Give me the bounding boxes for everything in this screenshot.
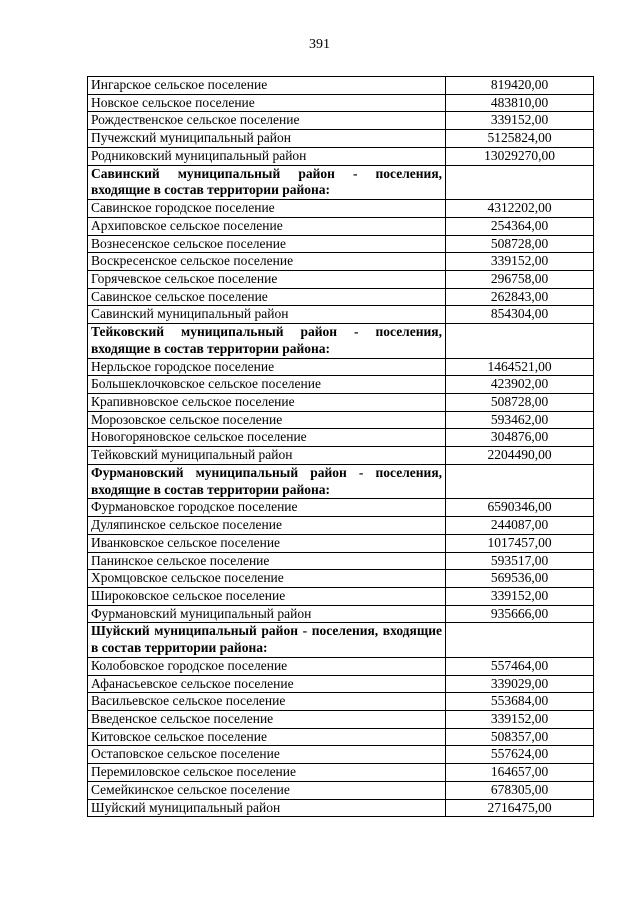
table-row — [88, 376, 594, 394]
settlement-name: Фурмановское городское поселение — [88, 499, 446, 517]
amount-cell: 339152,00 — [446, 112, 594, 130]
settlement-name: Остаповское сельское поселение — [88, 746, 446, 764]
table-row — [88, 112, 594, 130]
group-header-row — [88, 464, 594, 499]
table-row — [88, 253, 594, 271]
amount-cell: 678305,00 — [446, 781, 594, 799]
settlement-name: Васильевское сельское поселение — [88, 693, 446, 711]
amount-cell: 593517,00 — [446, 552, 594, 570]
settlement-name: Большеклочковское сельское поселение — [88, 376, 446, 394]
amount-cell — [446, 165, 594, 200]
budget-allocation-table — [87, 76, 594, 817]
settlement-name: Крапивновское сельское поселение — [88, 394, 446, 412]
settlement-name: Морозовское сельское поселение — [88, 411, 446, 429]
amount-cell: 339152,00 — [446, 587, 594, 605]
table-row — [88, 764, 594, 782]
settlement-name: Архиповское сельское поселение — [88, 217, 446, 235]
table-row — [88, 288, 594, 306]
settlement-name: Новогоряновское сельское поселение — [88, 429, 446, 447]
settlement-name: Вознесенское сельское поселение — [88, 235, 446, 253]
table-row — [88, 517, 594, 535]
table-row — [88, 306, 594, 324]
amount-cell: 819420,00 — [446, 77, 594, 95]
amount-cell: 4312202,00 — [446, 200, 594, 218]
amount-cell: 164657,00 — [446, 764, 594, 782]
amount-cell — [446, 324, 594, 359]
group-header-row — [88, 324, 594, 359]
settlement-name: Пучежский муниципальный район — [88, 130, 446, 148]
settlement-name: Савинское городское поселение — [88, 200, 446, 218]
table-row — [88, 217, 594, 235]
settlement-name: Перемиловское сельское поселение — [88, 764, 446, 782]
amount-cell: 1017457,00 — [446, 534, 594, 552]
amount-cell: 262843,00 — [446, 288, 594, 306]
settlement-name: Афанасьевское сельское поселение — [88, 675, 446, 693]
settlement-name: Панинское сельское поселение — [88, 552, 446, 570]
table-row — [88, 147, 594, 165]
amount-cell: 854304,00 — [446, 306, 594, 324]
settlement-name: Горячевское сельское поселение — [88, 270, 446, 288]
table-row — [88, 499, 594, 517]
settlement-name: Родниковский муниципальный район — [88, 147, 446, 165]
table-row — [88, 587, 594, 605]
table-row — [88, 693, 594, 711]
amount-cell: 5125824,00 — [446, 130, 594, 148]
settlement-name: Шуйский муниципальный район — [88, 799, 446, 817]
settlement-name: Фурмановский муниципальный район — [88, 605, 446, 623]
settlement-name: Широковское сельское поселение — [88, 587, 446, 605]
amount-cell: 296758,00 — [446, 270, 594, 288]
amount-cell: 553684,00 — [446, 693, 594, 711]
table-row — [88, 605, 594, 623]
settlement-name: Нерльское городское поселение — [88, 358, 446, 376]
amount-cell: 557624,00 — [446, 746, 594, 764]
table-row — [88, 358, 594, 376]
amount-cell: 935666,00 — [446, 605, 594, 623]
group-title: Фурмановский муниципальный район - поселения, входящие в состав территории района: — [88, 464, 446, 499]
table-row — [88, 394, 594, 412]
table-row — [88, 270, 594, 288]
table-row — [88, 728, 594, 746]
table-row — [88, 411, 594, 429]
settlement-name: Введенское сельское поселение — [88, 711, 446, 729]
page-number: 391 — [309, 37, 330, 52]
group-header-row — [88, 623, 594, 658]
amount-cell: 593462,00 — [446, 411, 594, 429]
amount-cell: 508728,00 — [446, 394, 594, 412]
amount-cell: 304876,00 — [446, 429, 594, 447]
table-body — [88, 77, 594, 817]
amount-cell: 339152,00 — [446, 711, 594, 729]
table-row — [88, 570, 594, 588]
amount-cell: 557464,00 — [446, 657, 594, 675]
amount-cell: 254364,00 — [446, 217, 594, 235]
group-title: Тейковский муниципальный район - поселения, входящие в состав территории района: — [88, 324, 446, 359]
table-row — [88, 77, 594, 95]
amount-cell: 2716475,00 — [446, 799, 594, 817]
amount-cell: 1464521,00 — [446, 358, 594, 376]
settlement-name: Воскресенское сельское поселение — [88, 253, 446, 271]
table-row — [88, 130, 594, 148]
table-row — [88, 429, 594, 447]
settlement-name: Ингарское сельское поселение — [88, 77, 446, 95]
amount-cell: 423902,00 — [446, 376, 594, 394]
group-header-row — [88, 165, 594, 200]
amount-cell: 508357,00 — [446, 728, 594, 746]
settlement-name: Китовское сельское поселение — [88, 728, 446, 746]
amount-cell: 339152,00 — [446, 253, 594, 271]
amount-cell — [446, 623, 594, 658]
settlement-name: Иванковское сельское поселение — [88, 534, 446, 552]
table-row — [88, 657, 594, 675]
table-row — [88, 200, 594, 218]
table-row — [88, 781, 594, 799]
amount-cell: 569536,00 — [446, 570, 594, 588]
amount-cell: 508728,00 — [446, 235, 594, 253]
amount-cell — [446, 464, 594, 499]
table-row — [88, 534, 594, 552]
settlement-name: Тейковский муниципальный район — [88, 447, 446, 465]
settlement-name: Хромцовское сельское поселение — [88, 570, 446, 588]
settlement-name: Савинское сельское поселение — [88, 288, 446, 306]
group-title: Шуйский муниципальный район - поселения, входящие в состав территории района: — [88, 623, 446, 658]
settlement-name: Дуляпинское сельское поселение — [88, 517, 446, 535]
amount-cell: 13029270,00 — [446, 147, 594, 165]
amount-cell: 6590346,00 — [446, 499, 594, 517]
settlement-name: Колобовское городское поселение — [88, 657, 446, 675]
table-row — [88, 799, 594, 817]
amount-cell: 339029,00 — [446, 675, 594, 693]
table-row — [88, 447, 594, 465]
amount-cell: 2204490,00 — [446, 447, 594, 465]
settlement-name: Савинский муниципальный район — [88, 306, 446, 324]
amount-cell: 483810,00 — [446, 94, 594, 112]
table-row — [88, 711, 594, 729]
table-row — [88, 746, 594, 764]
settlement-name: Новское сельское поселение — [88, 94, 446, 112]
group-title: Савинский муниципальный район - поселения, входящие в состав территории района: — [88, 165, 446, 200]
table-row — [88, 94, 594, 112]
settlement-name: Семейкинское сельское поселение — [88, 781, 446, 799]
table-row — [88, 235, 594, 253]
amount-cell: 244087,00 — [446, 517, 594, 535]
table-row — [88, 552, 594, 570]
settlement-name: Рождественское сельское поселение — [88, 112, 446, 130]
table-row — [88, 675, 594, 693]
